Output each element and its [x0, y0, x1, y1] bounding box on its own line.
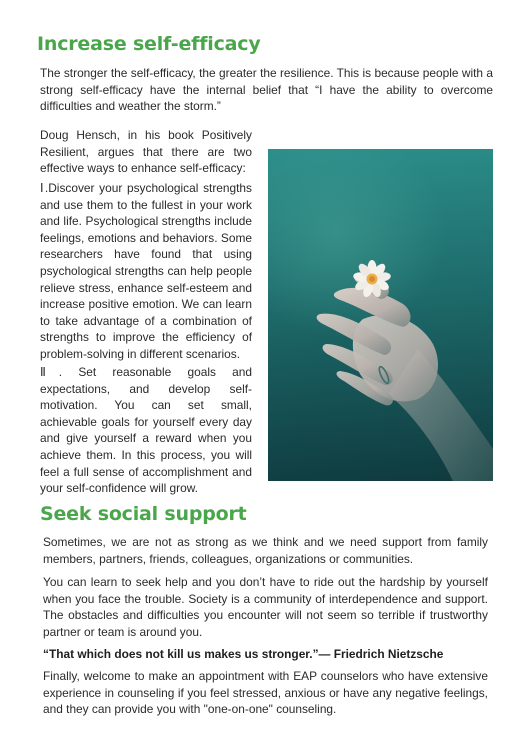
eap-counseling-paragraph: Finally, welcome to make an appointment with EAP counselors who have extensive experience in counseling if you feel stressed, anxious or have any negative feelings, and they can provide you with "one-on-one" counseling.: [43, 669, 488, 717]
hensch-paragraph: Doug Hensch, in his book Positively Resilient, argues that there are two effective ways to enhance self-efficacy:: [40, 128, 252, 176]
support-paragraph-1: Sometimes, we are not as strong as we think and we need support from family members, partners, friends, colleagues, organizations or communities.: [43, 535, 488, 566]
support-paragraph-2: You can learn to seek help and you don’t have to ride out the hardship by yourself when you face the trouble. Society is a community of interdependence and support. The obstacles and difficulties you encounter will not seem so terrible if trustworthy partner or team is around you.: [43, 575, 488, 639]
hand-holding-flower-photo: [268, 149, 493, 481]
hand-flower-illustration: [268, 149, 493, 481]
nietzsche-quote: “That which does not kill us makes us stronger.”— Friedrich Nietzsche: [43, 647, 444, 661]
strategy-item-1: Ⅰ.Discover your psychological strengths and use them to the fullest in your work and life. Psychological strengths include feelings, emotions and behaviors. Some researchers have found that using psychological strengths can help people relieve stress, enhance self-esteem and increase positive emotion. We can learn to take advantage of a combination of strengths to improve the efficiency of problem-solving in different scenarios.: [40, 181, 252, 361]
intro-paragraph: The stronger the self-efficacy, the greater the resilience. This is because people with a strong self-efficacy have the internal belief that “I have the ability to overcome difficulties and weather the storm.”: [40, 66, 493, 114]
section-title-self-efficacy: Increase self-efficacy: [37, 33, 261, 55]
section-title-social-support: Seek social support: [40, 503, 247, 525]
strategy-item-2: Ⅱ. Set reasonable goals and expectations, and develop self-motivation. You can set small, achievable goals for yourself every day and give yourself a reward when you achieve them. In this process, you will feel a full sense of accomplishment and your self-confidence will grow.: [40, 365, 252, 496]
